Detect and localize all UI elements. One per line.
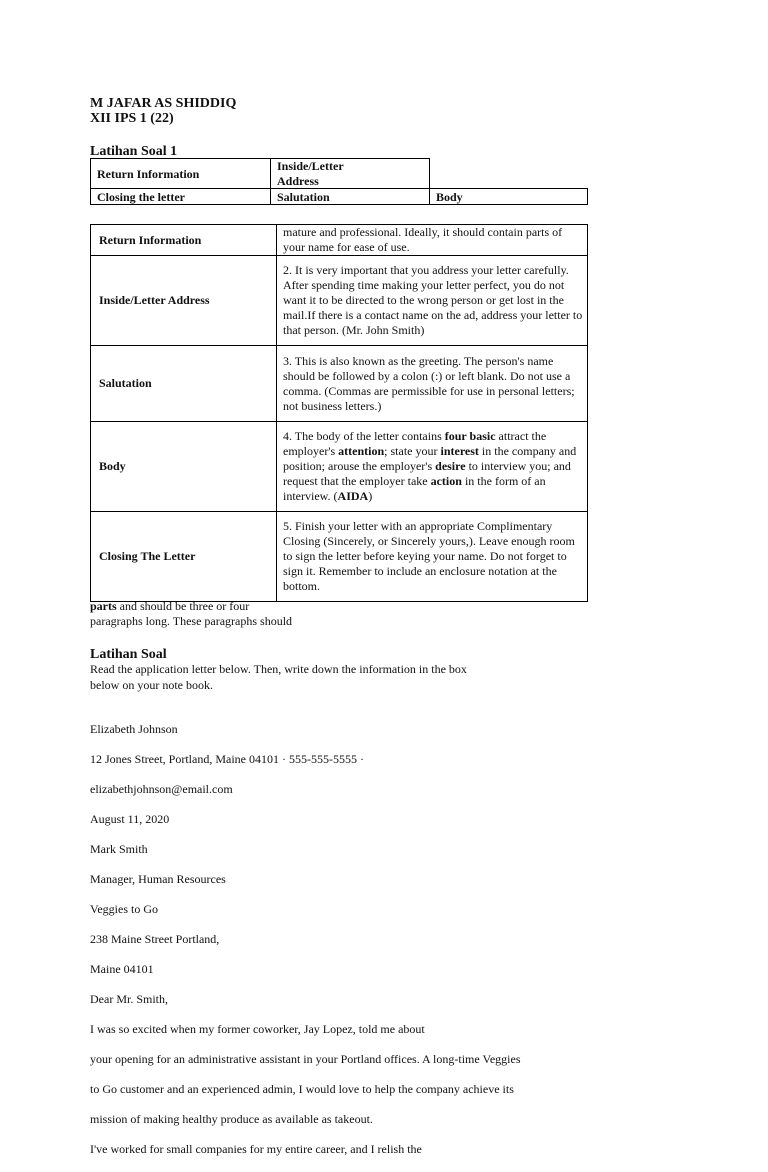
row-label-salutation: Salutation [91, 346, 277, 422]
application-letter [90, 707, 521, 1172]
letter-line: elizabethjohnson@email.com [90, 782, 233, 796]
row-text-return-information: mature and professional. Ideally, it should contain parts of your name for ease of use. [277, 225, 588, 256]
letter-line: mission of making healthy produce as available as takeout. [90, 1112, 373, 1126]
letter-line: 238 Maine Street Portland, [90, 932, 220, 946]
letter-line: Maine 04101 [90, 962, 154, 976]
overflow-line-2: paragraphs long. These paragraphs should [90, 614, 293, 628]
overflow-line-1: parts and should be three or four [90, 599, 250, 613]
row-text-salutation: 3. This is also known as the greeting. The person's name should be followed by a colon (:) or left blank. Do not use a comma. (Commas are permissible for use in personal letters; not business letters.) [277, 346, 588, 422]
table1-inside-line1: Inside/Letter [277, 159, 344, 173]
table-row [91, 422, 588, 512]
table-row [91, 256, 588, 346]
section-title-latihan-soal: Latihan Soal [90, 647, 167, 662]
row-label-closing-the-letter: Closing The Letter [91, 512, 277, 602]
table-row [91, 225, 588, 256]
instructions-line-2: below on your note book. [90, 678, 213, 692]
row-text-body: 4. The body of the letter contains four basic attract the employer's attention; state your interest in the company and position; arouse the employer's desire to interview you; and request that the employer take action in the form of an interview. (AIDA) [277, 422, 588, 512]
row-label-return-information: Return Information [91, 225, 277, 256]
table1-cell-salutation: Salutation [270, 188, 430, 205]
letter-line: your opening for an administrative assistant in your Portland offices. A long-time Veggies [90, 1052, 521, 1066]
student-name: M JAFAR AS SHIDDIQ [90, 96, 237, 111]
table-row [91, 512, 588, 602]
letter-line: Veggies to Go [90, 902, 158, 916]
letter-line: 12 Jones Street, Portland, Maine 04101 · 555-555-5555 · [90, 752, 364, 766]
table1-cell-return-information: Return Information [90, 158, 271, 189]
instructions-line-1: Read the application letter below. Then, write down the information in the box [90, 662, 467, 676]
letter-line: Elizabeth Johnson [90, 722, 178, 736]
letter-line: Manager, Human Resources [90, 872, 226, 886]
letter-line: to Go customer and an experienced admin, I would love to help the company achieve its [90, 1082, 514, 1096]
table-row [91, 346, 588, 422]
letter-line: August 11, 2020 [90, 812, 170, 826]
row-text-closing-the-letter: 5. Finish your letter with an appropriate Complimentary Closing (Sincerely, or Sincerely yours,). Leave enough room to sign the letter before keying your name. Do not forget to sign it. Remember to include an enclosure notation at the bottom. [277, 512, 588, 602]
student-class: XII IPS 1 (22) [90, 111, 174, 126]
section-title-latihan-soal-1: Latihan Soal 1 [90, 144, 178, 159]
explanation-table [90, 224, 588, 602]
table1-inside-line2: Address [277, 174, 319, 188]
table1-cell-inside-letter-address [270, 158, 430, 189]
letter-line: I've worked for small companies for my entire career, and I relish the [90, 1142, 422, 1156]
letter-line: Mark Smith [90, 842, 148, 856]
table1-cell-closing-the-letter: Closing the letter [90, 188, 271, 205]
row-text-inside-letter-address: 2. It is very important that you address your letter carefully. After spending time making your letter perfect, you do not want it to be directed to the wrong person or get lost in the mail.If there is a contact name on the ad, address your letter to that person. (Mr. John Smith) [277, 256, 588, 346]
table1-cell-body: Body [429, 188, 588, 205]
row-label-body: Body [91, 422, 277, 512]
row-label-inside-letter-address: Inside/Letter Address [91, 256, 277, 346]
letter-line: I was so excited when my former coworker, Jay Lopez, told me about [90, 1022, 425, 1036]
letter-line: Dear Mr. Smith, [90, 992, 168, 1006]
